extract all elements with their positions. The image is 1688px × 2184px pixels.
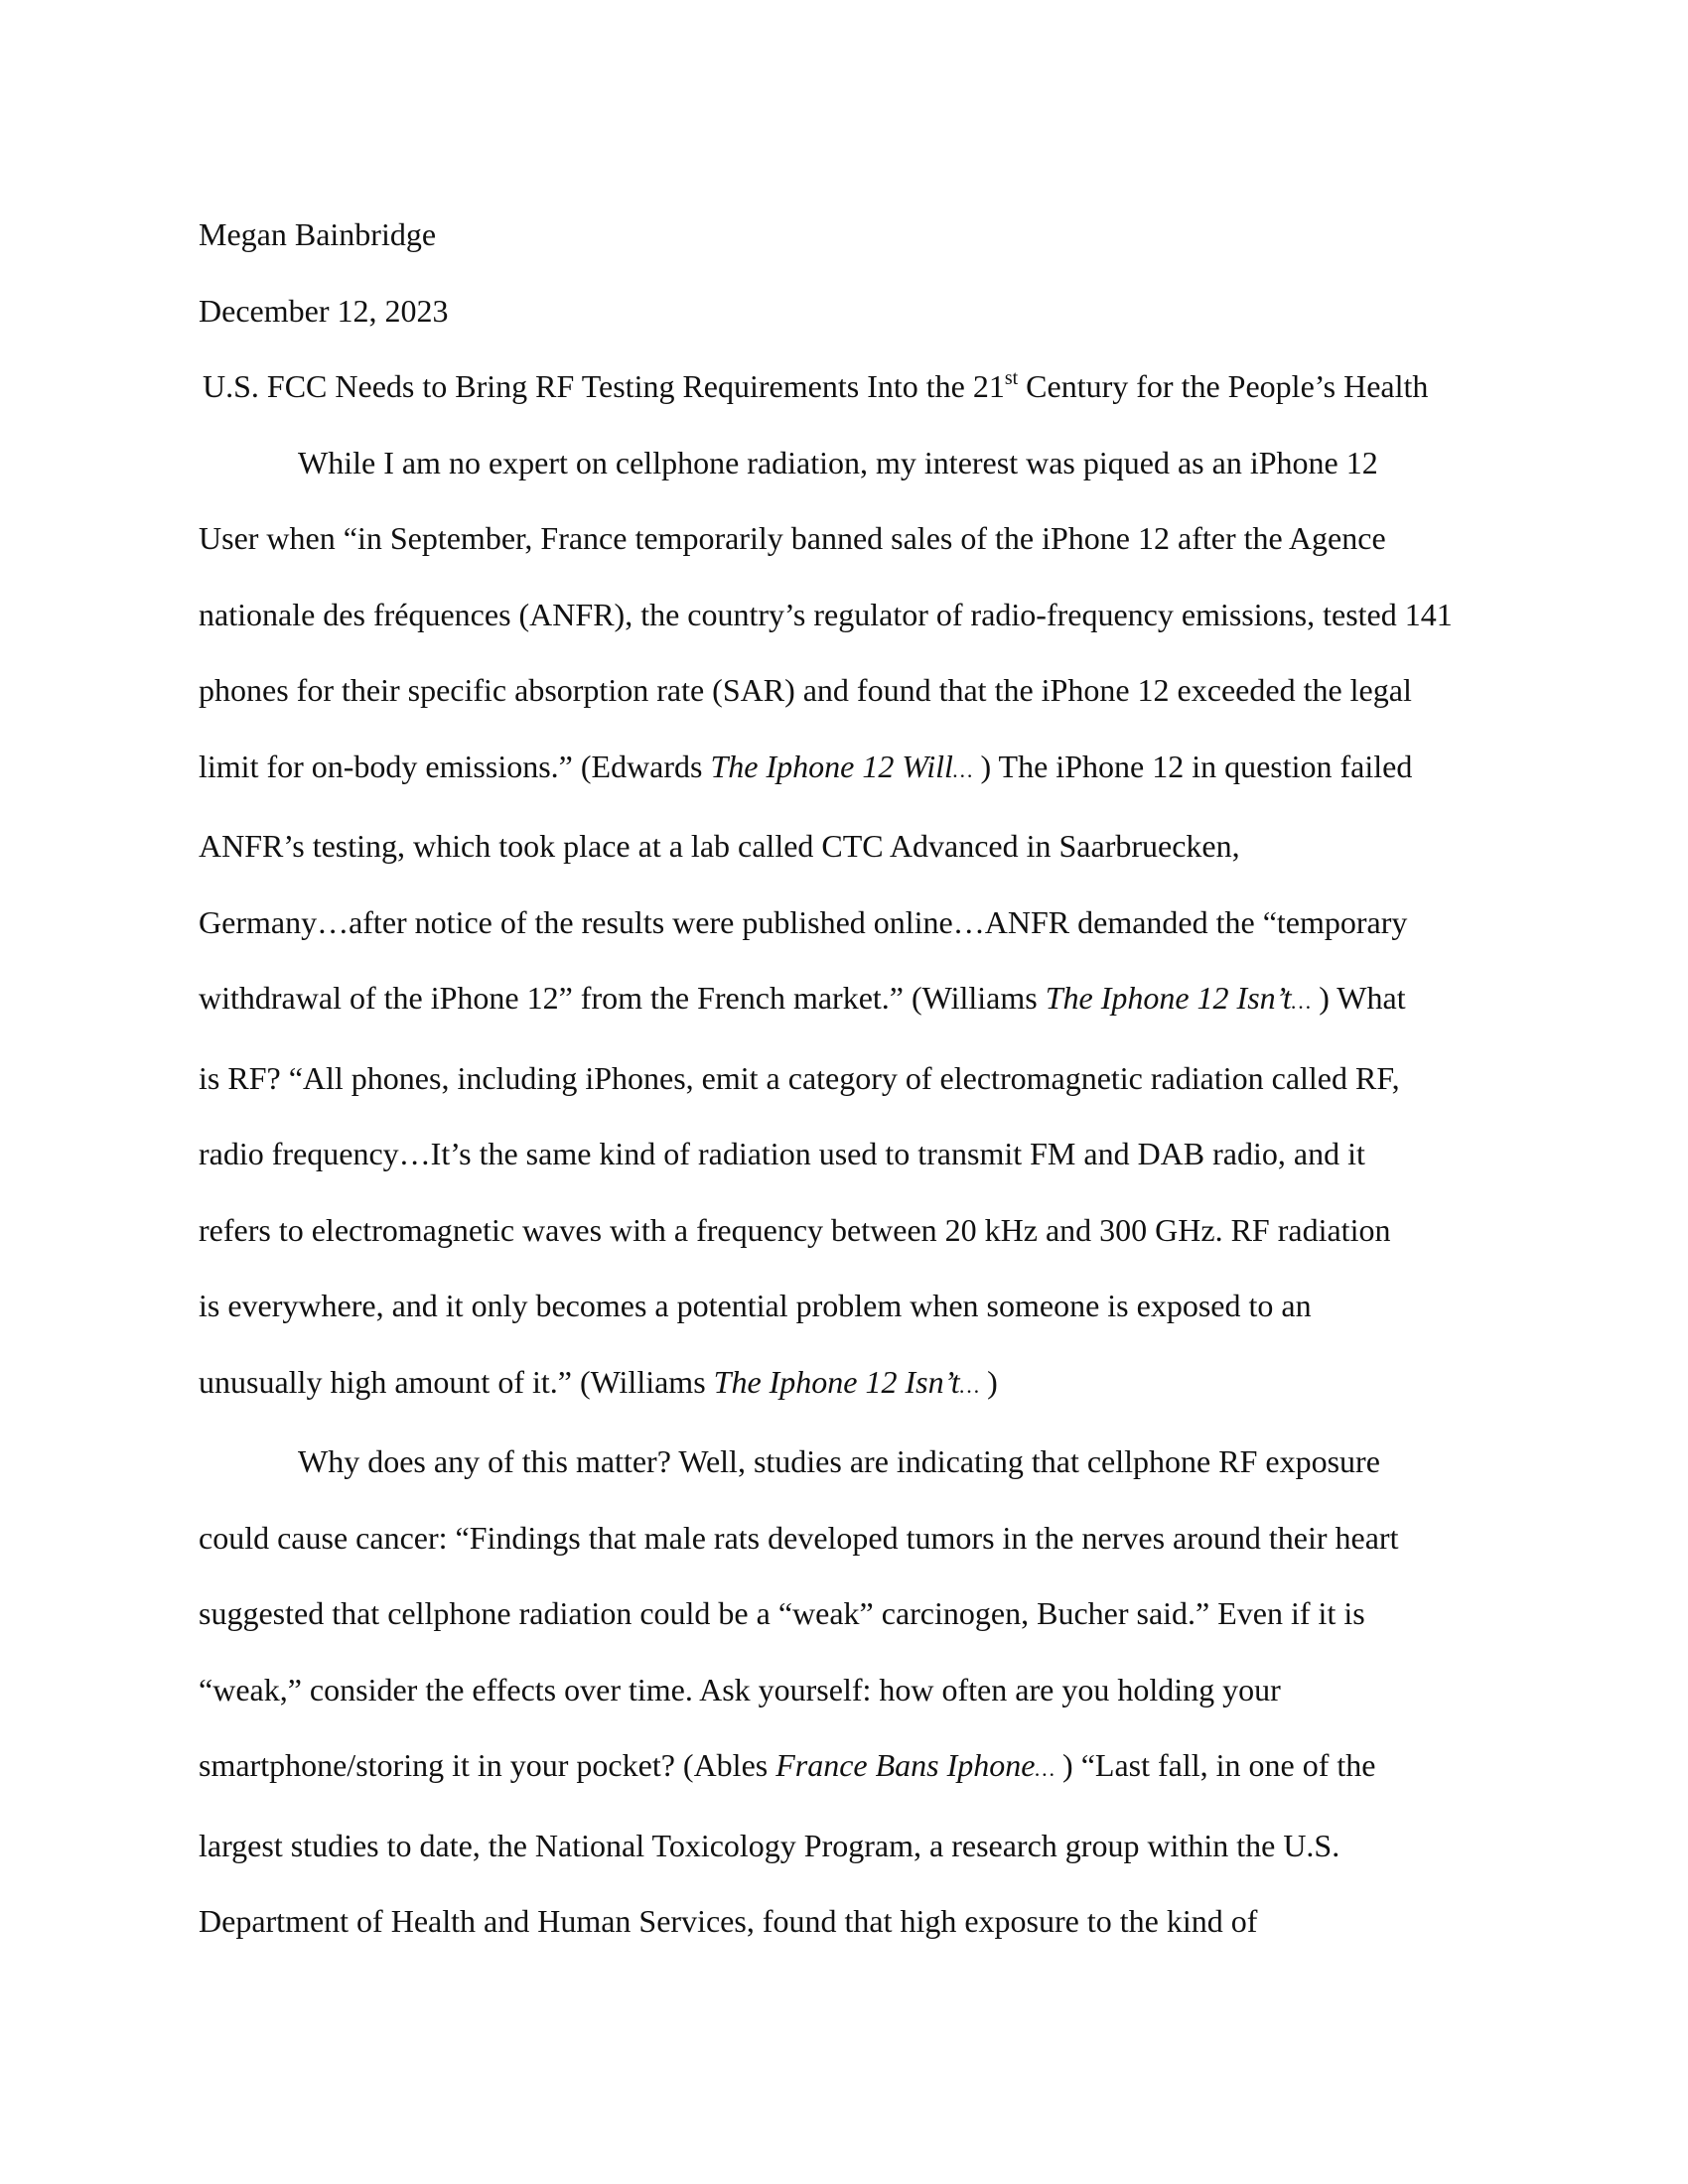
paragraph-line: radio frequency…It’s the same kind of radiation used to transmit FM and DAB radio, and it	[199, 1136, 1365, 1171]
paragraph-line: largest studies to date, the National Toxicology Program, a research group within the U.S.	[199, 1827, 1340, 1863]
citation-ellipsis: …	[1291, 989, 1312, 1014]
author-name: Megan Bainbridge	[199, 216, 437, 252]
paragraph-1	[199, 425, 1499, 1425]
paragraph-line: ANFR’s testing, which took place at a lab called CTC Advanced in Saarbruecken,	[199, 828, 1240, 864]
paragraph-line: refers to electromagnetic waves with a frequency between 20 kHz and 300 GHz. RF radiation	[199, 1211, 1391, 1248]
citation-title: France Bans Iphone	[775, 1747, 1036, 1783]
paragraph-line	[199, 729, 1499, 809]
document-title	[199, 348, 1499, 425]
line-text: unusually high amount of it.” (Williams	[199, 1363, 714, 1400]
citation-ellipsis: …	[1035, 1756, 1055, 1781]
document-date: December 12, 2023	[199, 292, 449, 329]
paragraph-2	[199, 1424, 1499, 1960]
paragraph-line: phones for their specific absorption rate (SAR) and found that the iPhone 12 exceeded the legal	[199, 672, 1412, 708]
paragraph-line: suggested that cellphone radiation could be a “weak” carcinogen, Bucher said.” Even if it is	[199, 1595, 1365, 1631]
title-text-end: Century for the People’s Health	[1018, 368, 1429, 404]
paragraph-line: nationale des fréquences (ANFR), the country’s regulator of radio-frequency emissions, tested 141	[199, 596, 1453, 632]
line-text: ) The iPhone 12 in question failed	[972, 748, 1413, 784]
paragraph-line: is everywhere, and it only becomes a potential problem when someone is exposed to an	[199, 1288, 1312, 1323]
paragraph-line	[199, 960, 1499, 1040]
title-superscript: st	[1004, 367, 1019, 389]
paragraph-line: While I am no expert on cellphone radiation, my interest was piqued as an iPhone 12	[298, 444, 1378, 480]
citation-ellipsis: …	[952, 756, 973, 782]
citation-title: The Iphone 12 Isn’t	[713, 1363, 960, 1400]
paragraph-line: User when “in September, France temporarily banned sales of the iPhone 12 after the Agence	[199, 520, 1386, 556]
line-text: )	[979, 1363, 998, 1400]
line-text: ) “Last fall, in one of the	[1055, 1747, 1376, 1783]
line-text: withdrawal of the iPhone 12” from the French market.” (Williams	[199, 980, 1046, 1016]
paragraph-line: “weak,” consider the effects over time. Ask yourself: how often are you holding your	[199, 1671, 1281, 1707]
citation-title: The Iphone 12 Isn’t	[1045, 980, 1292, 1016]
paragraph-line: Why does any of this matter? Well, studies are indicating that cellphone RF exposure	[298, 1443, 1380, 1479]
paragraph-line: could cause cancer: “Findings that male rats developed tumors in the nerves around their heart	[199, 1519, 1399, 1556]
line-text: limit for on-body emissions.” (Edwards	[199, 748, 711, 784]
title-text-start: U.S. FCC Needs to Bring RF Testing Requirements Into the 21	[203, 368, 1005, 404]
paragraph-line: Germany…after notice of the results were published online…ANFR demanded the “temporary	[199, 903, 1408, 940]
line-text: smartphone/storing it in your pocket? (Ables	[199, 1747, 776, 1783]
citation-title: The Iphone 12 Will	[710, 748, 953, 784]
paragraph-line	[199, 1727, 1499, 1808]
citation-ellipsis: …	[959, 1372, 980, 1398]
line-text: ) What	[1311, 980, 1406, 1016]
paragraph-line: is RF? “All phones, including iPhones, emit a category of electromagnetic radiation called RF,	[199, 1059, 1400, 1096]
document-body	[199, 197, 1499, 1960]
paragraph-line: Department of Health and Human Services, found that high exposure to the kind of	[199, 1903, 1258, 1939]
paragraph-line	[199, 1344, 1499, 1425]
